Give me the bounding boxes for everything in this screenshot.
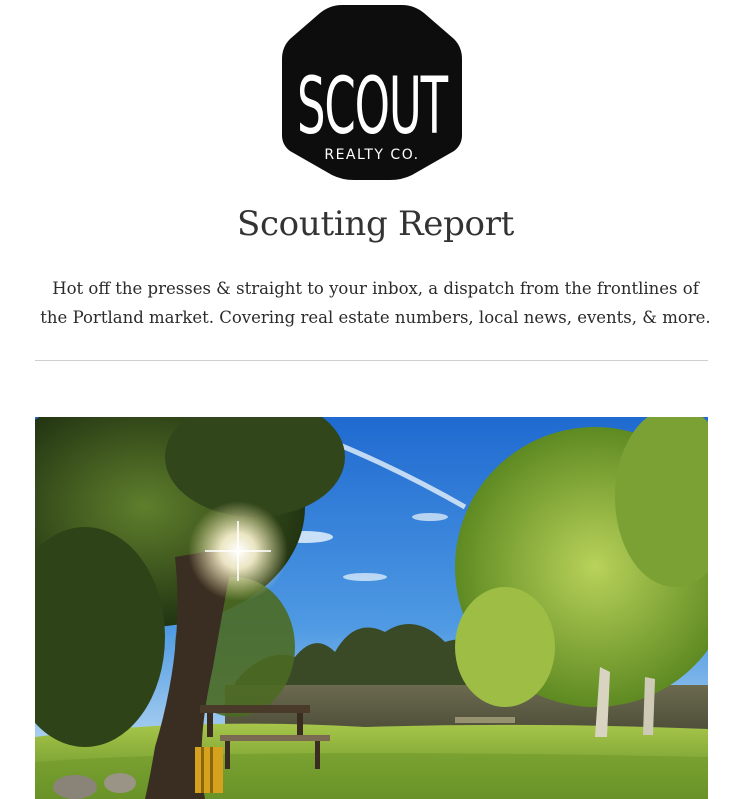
scout-realty-logo[interactable] [282,3,462,181]
park-lake-photo-icon [35,417,708,799]
page-title: Scouting Report [236,204,515,244]
logo-badge-icon [282,3,462,181]
intro-paragraph: Hot off the presses & straight to your inbox, a dispatch from the frontlines of the Portland market. Covering real estate numbers, local news, events, & more. [40,279,711,327]
section-divider [35,360,708,361]
logo-wordmark: SCOUT [297,62,449,152]
logo-subline: REALTY CO. [324,147,420,163]
hero-image [35,417,708,799]
